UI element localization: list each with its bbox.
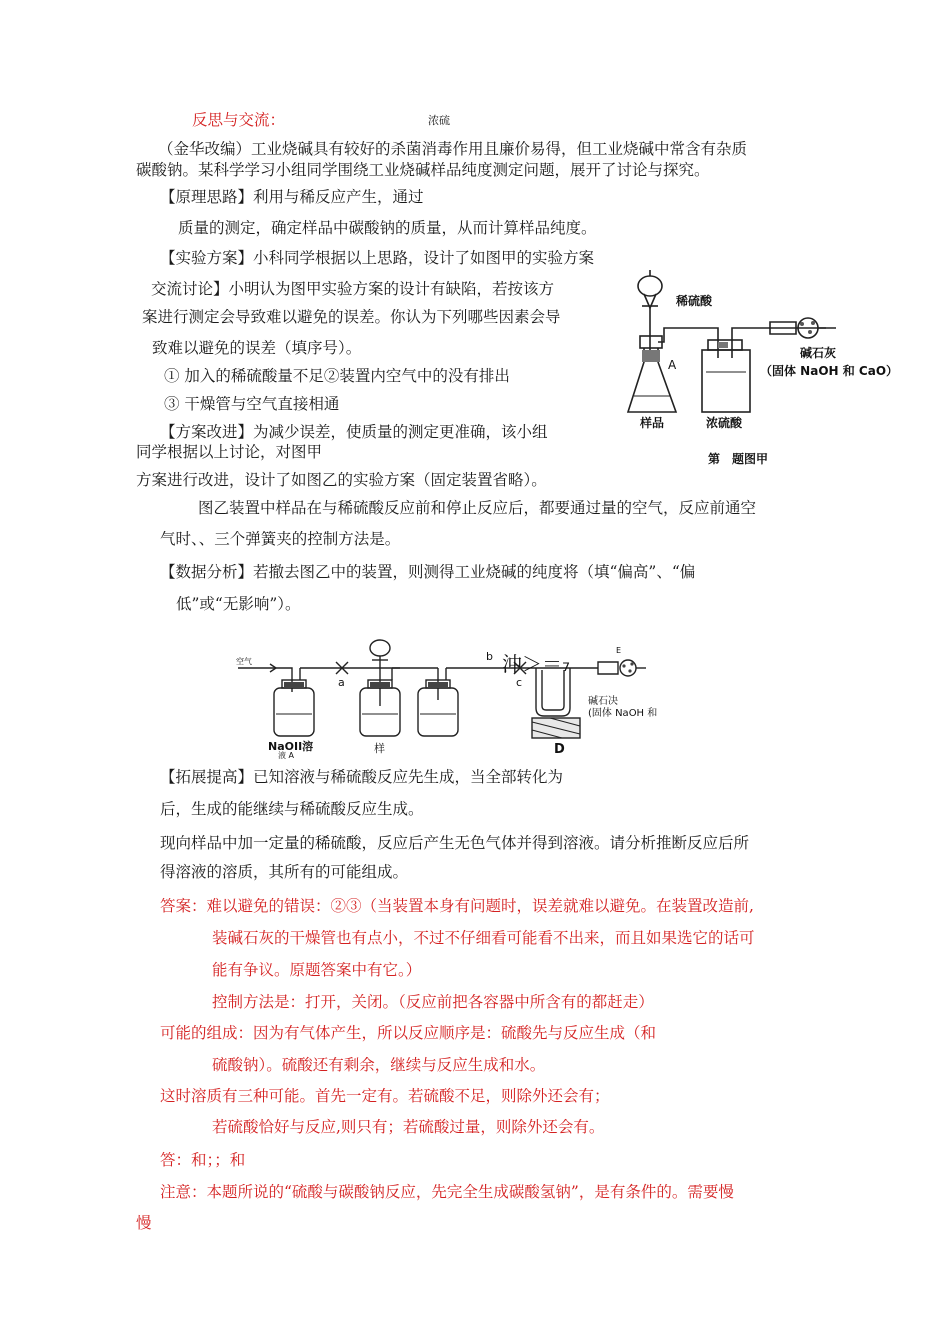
answer-line-7: 这时溶质有三种可能。首先一定有。若硫酸不足，则除外还会有； <box>160 1087 610 1105</box>
answer-line-8: 若硫酸恰好与反应,则只有；若硫酸过量，则除外还会有。 <box>212 1118 605 1136</box>
figure-a <box>620 262 899 472</box>
discussion-line-2: 案进行测定会导致难以避免的误差。你认为下列哪些因素会导 <box>142 308 561 326</box>
label-a: A <box>668 358 677 372</box>
label-clamp-c: c <box>516 676 523 689</box>
label-sample: 样品 <box>640 416 665 430</box>
intro-line-2: 碳酸钠。某科学学习小组同学围绕工业烧碱样品纯度测定问题，展开了讨论与探究。 <box>136 161 710 179</box>
label-clamp-b: b <box>486 650 493 663</box>
label-clamp-a: a <box>338 676 345 689</box>
label-bottle-a: 液 A <box>278 751 295 760</box>
label-d: D <box>554 742 565 757</box>
section-title: 反思与交流： <box>192 111 286 129</box>
principle-line-2: 质量的测定，确定样品中碳酸钠的质量，从而计算样品纯度。 <box>178 219 597 237</box>
extend-line-3: 现向样品中加一定量的稀硫酸，反应后产生无色气体并得到溶液。请分析推断反应后所 <box>160 834 750 852</box>
option-1: ① 加入的稀硫酸量不足②装置内空气中的没有排出 <box>164 367 510 385</box>
option-3: ③ 干燥管与空气直接相通 <box>164 395 340 413</box>
figure-b <box>232 636 658 762</box>
extend-line-1: 【拓展提高】已知溶液与稀硫酸反应先生成，当全部转化为 <box>160 768 564 786</box>
answer-line-2: 装碱石灰的干燥管也有点小，不过不仔细看可能看不出来，而且如果选它的话可 <box>212 929 755 947</box>
improve-line-1: 【方案改进】为减少误差，使质量的测定更准确，该小组 <box>160 423 548 441</box>
label-soda-lime-b-detail: (固体 NaOH 和 <box>588 708 658 719</box>
figure-a-caption: 第 题图甲 <box>708 452 769 466</box>
answer-line-6: 硫酸钠）。硫酸还有剩余，继续与反应生成和水。 <box>212 1056 546 1074</box>
label-naoh-solution: NaOII溶 <box>268 740 314 753</box>
improve-line-4: 图乙装置中样品在与稀硫酸反应前和停止反应后，都要通过量的空气，反应前通空 <box>198 499 757 517</box>
intro-line-1: （金华改编）工业烧碱具有较好的杀菌消毒作用且廉价易得，但工业烧碱中常含有杂质 <box>158 140 748 158</box>
principle-line-1: 【原理思路】利用与稀反应产生，通过 <box>160 188 424 206</box>
analysis-line-2: 低”或“无影响”）。 <box>176 595 301 613</box>
label-sample-b: 样 <box>374 742 385 755</box>
discussion-line-1: 交流讨论】小明认为图甲实验方案的设计有缺陷，若按该方 <box>151 280 555 298</box>
label-soda-lime-detail: （固体 NaOH 和 CaO） <box>760 364 899 378</box>
label-conc-acid: 浓硫酸 <box>706 416 743 430</box>
improve-line-2: 同学根据以上讨论，对图甲 <box>136 443 323 461</box>
answer-line-10: 注意：本题所说的“硫酸与碳酸钠反应，先完全生成碳酸氢钠”，是有条件的。需要慢 <box>160 1183 734 1201</box>
plan-line-1: 【实验方案】小科同学根据以上思路，设计了如图甲的实验方案 <box>160 249 595 267</box>
answer-line-1: 答案：难以避免的错误：②③（当装置本身有问题时，误差就难以避免。在装置改造前, <box>160 897 754 915</box>
label-top-text: 沖＞＝₇ <box>502 652 571 676</box>
answer-line-11: 慢 <box>136 1214 152 1232</box>
discussion-line-3: 致难以避免的误差（填序号）。 <box>152 339 362 357</box>
label-soda-lime-b: 碱石决 <box>588 696 618 707</box>
header-note: 浓硫 <box>428 114 450 127</box>
answer-line-3: 能有争议。原题答案中有它。） <box>212 961 422 979</box>
improve-line-5: 气时、、三个弹簧夹的控制方法是。 <box>160 530 401 548</box>
extend-line-2: 后，生成的能继续与稀硫酸反应生成。 <box>160 800 424 818</box>
label-dilute-acid: 稀硫酸 <box>676 294 713 308</box>
answer-line-9: 答：和；；和 <box>160 1151 246 1169</box>
label-soda-lime: 碱石灰 <box>800 346 837 360</box>
label-air-inlet: 空气 <box>236 657 252 666</box>
extend-line-4: 得溶液的溶质，其所有的可能组成。 <box>160 863 409 881</box>
answer-line-4: 控制方法是：打开，关闭。（反应前把各容器中所含有的都赶走） <box>212 993 654 1011</box>
improve-line-3: 方案进行改进，设计了如图乙的实验方案（固定装置省略）。 <box>136 471 547 489</box>
label-e: E <box>616 646 622 655</box>
analysis-line-1: 【数据分析】若撤去图乙中的装置，则测得工业烧碱的纯度将（填“偏高”、“偏 <box>160 563 696 581</box>
answer-line-5: 可能的组成：因为有气体产生，所以反应顺序是：硫酸先与反应生成（和 <box>160 1024 657 1042</box>
